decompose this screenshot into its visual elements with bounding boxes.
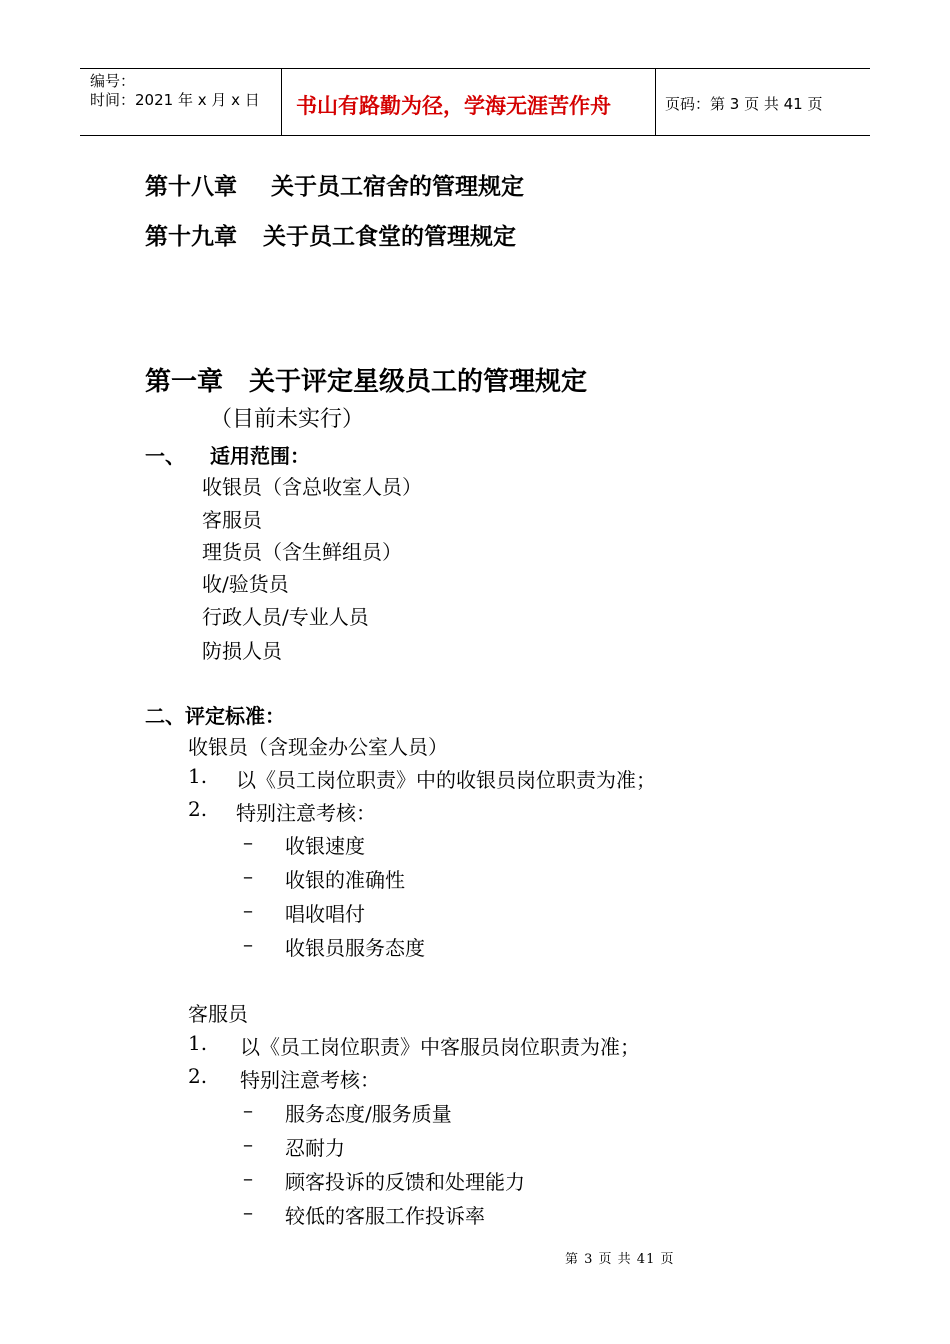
toc-chapter-number: 第十八章 — [145, 173, 237, 200]
numbered-marker: 1. — [188, 1031, 208, 1055]
dash-item: 唱收唱付 — [285, 902, 365, 926]
role-heading: 收银员（含现金办公室人员） — [188, 735, 448, 759]
dash-marker: – — [243, 932, 253, 956]
numbered-marker: 2. — [188, 797, 208, 821]
scope-item: 理货员（含生鲜组员） — [202, 540, 402, 564]
header-number-label: 编号： — [90, 72, 136, 90]
toc-chapter-title: 关于员工食堂的管理规定 — [263, 223, 516, 250]
dash-item: 顾客投诉的反馈和处理能力 — [285, 1170, 525, 1194]
header-motto: 书山有路勤为径，学海无涯苦作舟 — [296, 93, 611, 118]
dash-marker: – — [243, 1200, 253, 1224]
numbered-text: 特别注意考核： — [236, 801, 376, 825]
dash-item: 收银员服务态度 — [285, 936, 425, 960]
chapter-note: （目前未实行） — [210, 407, 365, 432]
toc-chapter-title: 关于员工宿舍的管理规定 — [271, 173, 524, 200]
header-time-label: 时间：2021 年 x 月 x 日 — [90, 91, 260, 109]
section2-title: 二、评定标准： — [145, 704, 285, 728]
page-footer: 第 3 页 共 41 页 — [565, 1252, 675, 1267]
dash-item: 较低的客服工作投诉率 — [285, 1204, 485, 1228]
numbered-text: 以《员工岗位职责》中的收银员岗位职责为准； — [236, 768, 656, 792]
scope-item: 收/验货员 — [202, 572, 289, 596]
section1-title: 适用范围： — [210, 444, 310, 468]
header-bottom-border — [80, 135, 870, 136]
dash-marker: – — [243, 898, 253, 922]
header-top-border — [80, 68, 870, 69]
dash-marker: – — [243, 1098, 253, 1122]
numbered-marker: 1. — [188, 764, 208, 788]
toc-chapter-number: 第十九章 — [145, 223, 237, 250]
scope-item: 收银员（含总收室人员） — [202, 475, 422, 499]
dash-item: 收银的准确性 — [285, 868, 405, 892]
numbered-text: 以《员工岗位职责》中客服员岗位职责为准； — [240, 1035, 640, 1059]
scope-item: 防损人员 — [202, 639, 282, 663]
header-divider-left — [281, 68, 282, 136]
header-divider-right — [655, 68, 656, 136]
numbered-marker: 2. — [188, 1064, 208, 1088]
numbered-text: 特别注意考核： — [240, 1068, 380, 1092]
dash-marker: – — [243, 864, 253, 888]
chapter-heading: 第一章 关于评定星级员工的管理规定 — [145, 367, 588, 397]
section1-number: 一、 — [145, 444, 185, 468]
role-heading: 客服员 — [188, 1002, 248, 1026]
header-page-info: 页码：第 3 页 共 41 页 — [665, 95, 823, 113]
dash-marker: – — [243, 1166, 253, 1190]
dash-item: 收银速度 — [285, 834, 365, 858]
dash-item: 服务态度/服务质量 — [285, 1102, 452, 1126]
scope-item: 行政人员/专业人员 — [202, 605, 369, 629]
dash-marker: – — [243, 830, 253, 854]
toc-line-18 — [145, 168, 524, 201]
dash-item: 忍耐力 — [285, 1136, 345, 1160]
scope-item: 客服员 — [202, 508, 262, 532]
toc-line-19 — [145, 218, 516, 251]
dash-marker: – — [243, 1132, 253, 1156]
